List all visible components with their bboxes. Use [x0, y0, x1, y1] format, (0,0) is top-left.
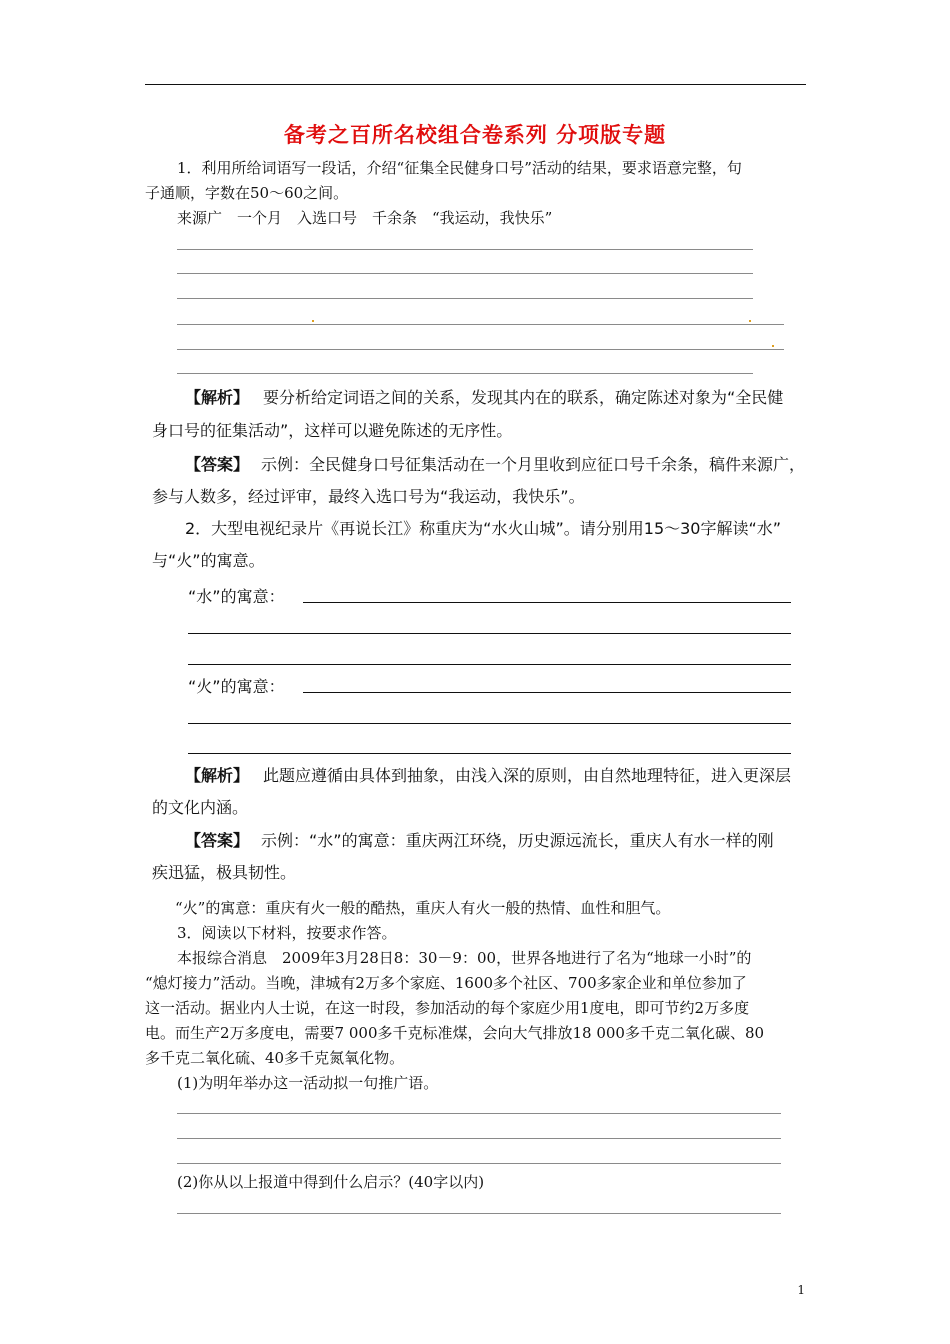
q2-answer-line1	[185, 830, 774, 852]
q2-answer-line2: 疾迅猛，极具韧性。	[152, 863, 297, 882]
speck-mark	[749, 320, 751, 322]
q2-water-answer-line	[188, 664, 791, 665]
q2-fire-answer-line	[188, 723, 791, 724]
q1-analysis-line1	[185, 387, 783, 409]
q3-sub1-answer-line	[177, 1113, 781, 1114]
q3-material-line3: 这一活动。据业内人士说，在这一时段，参加活动的每个家庭少用1度电，即可节约2万多度	[145, 999, 750, 1017]
q1-answer-line2: 参与人数多，经过评审，最终入选口号为“我运动，我快乐”。	[152, 487, 585, 506]
page-number: 1	[797, 1283, 805, 1297]
q1-answer-line	[177, 373, 753, 374]
q2-fire-answer-line	[188, 753, 791, 754]
page-title: 备考之百所名校组合卷系列 分项版专题	[283, 122, 667, 147]
q3-material-line2: “熄灯接力”活动。当晚，津城有2万多个家庭、1600多个社区、700多家企业和单位参加了	[145, 974, 747, 992]
q2-prompt-line1: 2．大型电视纪录片《再说长江》称重庆为“水火山城”。请分别用15～30字解读“水”	[185, 519, 782, 538]
q3-sub2-answer-line	[177, 1213, 781, 1214]
q3-sub2: (2)你从以上报道中得到什么启示？(40字以内)	[177, 1173, 485, 1191]
q1-given-words: 来源广 一个月 入选口号 千余条 “我运动，我快乐”	[177, 209, 553, 227]
q3-prompt: 3．阅读以下材料，按要求作答。	[177, 924, 397, 942]
analysis-text: 此题应遵循由具体到抽象，由浅入深的原则，由自然地理特征，进入更深层	[263, 766, 792, 785]
q1-answer-line	[177, 324, 784, 325]
header-rule	[145, 84, 806, 85]
q2-answer-line3: “火”的寓意：重庆有火一般的酷热，重庆人有火一般的热情、血性和胆气。	[175, 899, 671, 917]
q2-water-answer-line	[303, 602, 791, 603]
q2-water-label: “水”的寓意：	[188, 587, 285, 606]
answer-tag: 【答案】	[185, 455, 250, 474]
speck-mark	[772, 345, 774, 347]
speck-mark	[312, 320, 314, 322]
q3-sub1-answer-line	[177, 1163, 781, 1164]
q3-sub1-answer-line	[177, 1138, 781, 1139]
q1-analysis-line2: 身口号的征集活动”，这样可以避免陈述的无序性。	[152, 421, 513, 440]
q2-analysis-line2: 的文化内涵。	[152, 798, 249, 817]
q2-prompt-line2: 与“火”的寓意。	[152, 551, 265, 570]
q1-prompt-line2: 子通顺，字数在50～60之间。	[145, 184, 349, 202]
answer-tag: 【答案】	[185, 831, 250, 850]
q1-answer-line1	[185, 454, 805, 476]
q1-answer-line	[177, 249, 753, 250]
q1-prompt-line1: 1．利用所给词语写一段话，介绍“征集全民健身口号”活动的结果，要求语意完整，句	[177, 159, 742, 177]
q2-analysis-line1	[185, 765, 791, 787]
analysis-text: 要分析给定词语之间的关系，发现其内在的联系，确定陈述对象为“全民健	[263, 388, 784, 407]
q1-answer-line	[177, 298, 753, 299]
q2-water-answer-line	[188, 633, 791, 634]
q1-answer-line	[177, 349, 784, 350]
q2-fire-answer-line	[303, 692, 791, 693]
answer-text: 示例：“水”的寓意：重庆两江环绕，历史源远流长，重庆人有水一样的刚	[261, 831, 774, 850]
analysis-tag: 【解析】	[185, 766, 250, 785]
analysis-tag: 【解析】	[185, 388, 250, 407]
q3-material-line4: 电。而生产2万多度电，需要7 000多千克标准煤，会向大气排放18 000多千克二氧化碳、80	[145, 1024, 765, 1042]
q3-material-line5: 多千克二氧化硫、40多千克氮氧化物。	[145, 1049, 405, 1067]
q2-fire-label: “火”的寓意：	[188, 677, 285, 696]
answer-text: 示例：全民健身口号征集活动在一个月里收到应征口号千余条，稿件来源广，	[261, 455, 806, 474]
q3-material-line1: 本报综合消息 2009年3月28日8：30－9：00，世界各地进行了名为“地球一小时”的	[177, 949, 752, 967]
q1-answer-line	[177, 273, 753, 274]
q3-sub1: (1)为明年举办这一活动拟一句推广语。	[177, 1074, 439, 1092]
